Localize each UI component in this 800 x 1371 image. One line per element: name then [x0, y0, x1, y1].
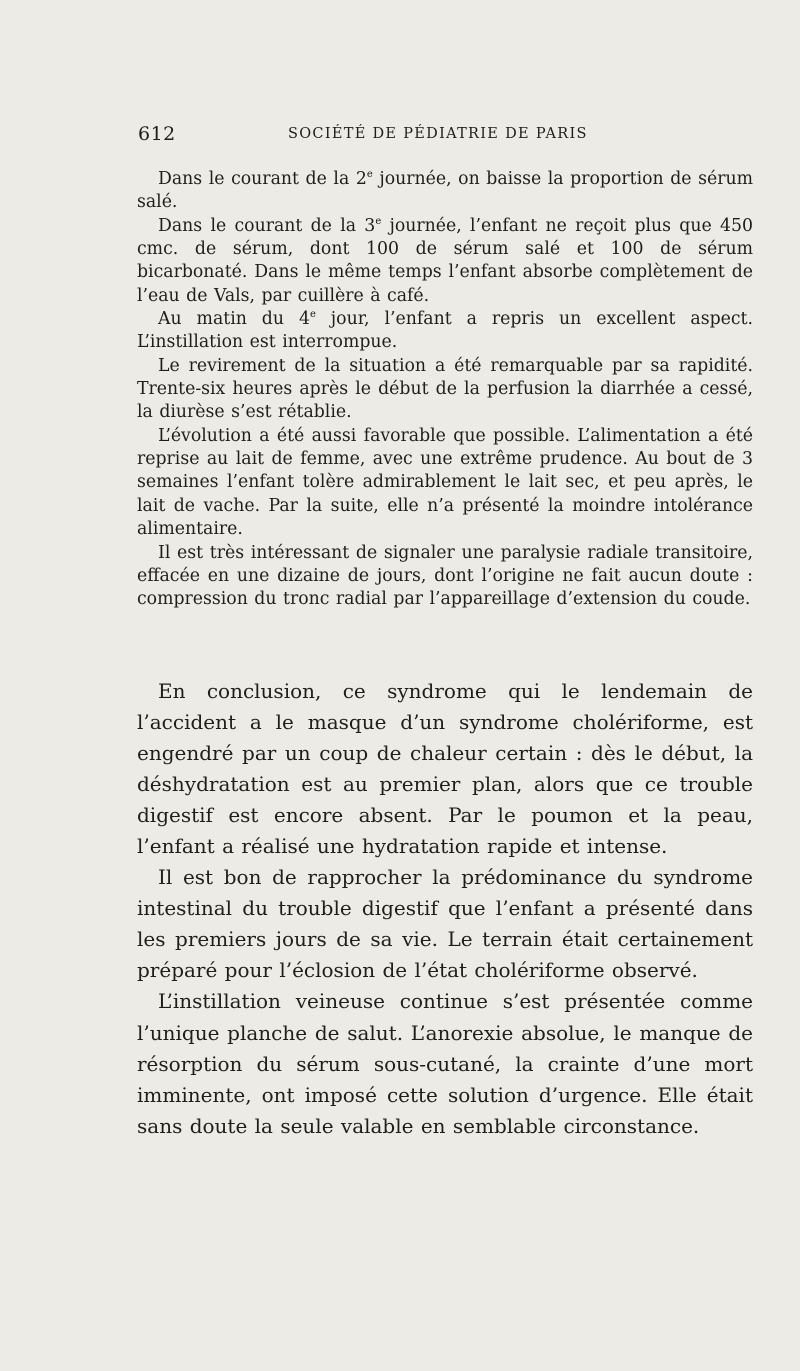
case-report-section [137, 168, 753, 612]
paragraph: Le revirement de la situation a été remarquable par sa rapidité. Trente-six heures après le début de la perfusion la diarrhée a cessé, la diurèse s’est rétablie. [137, 355, 753, 423]
paragraph: L’instillation veineuse continue s’est présentée comme l’unique planche de salut. L’anorexie absolue, le manque de résorption du sérum sous-cutané, la crainte d’une mort imminente, ont imposé cette solution d’urgence. Elle était sans doute la seule valable en semblable circonstance. [137, 989, 753, 1138]
conclusion-section [137, 676, 753, 1142]
paragraph: Il est bon de rapprocher la prédominance du syndrome intestinal du trouble digestif que l’enfant a présenté dans les premiers jours de sa vie. Le terrain était certainement préparé pour l’éclosion de l’état cholériforme observé. [137, 865, 753, 983]
running-title: SOCIÉTÉ DE PÉDIATRIE DE PARIS [288, 126, 588, 142]
paragraph: Dans le courant de la 3e journée, l’enfant ne reçoit plus que 450 cmc. de sérum, dont 100 de sérum salé et 100 de sérum bicarbonaté. Dans le même temps l’enfant absorbe complètement de l’eau de Vals, par cuillère à café. [137, 215, 753, 306]
paragraph: Dans le courant de la 2e journée, on baisse la proportion de sérum salé. [137, 169, 753, 213]
paragraph: L’évolution a été aussi favorable que possible. L’alimentation a été reprise au lait de femme, avec une extrême prudence. Au bout de 3 semaines l’enfant tolère admirablement le lait sec, et peu après, le lait de vache. Par la suite, elle n’a présenté la moindre intolérance alimentaire. [137, 425, 753, 540]
page-header [138, 123, 753, 153]
page-number: 612 [138, 123, 176, 145]
paragraph: Il est très intéressant de signaler une paralysie radiale transitoire, effacée en une dizaine de jours, dont l’origine ne fait aucun doute : compression du tronc radial par l’appareillage d’extension du coude. [137, 542, 753, 610]
paragraph: En conclusion, ce syndrome qui le lendemain de l’accident a le masque d’un syndrome cholériforme, est engendré par un coup de chaleur certain : dès le début, la déshydratation est au premier plan, alors que ce trouble digestif est encore absent. Par le poumon et la peau, l’enfant a réalisé une hydratation rapide et intense. [137, 679, 753, 859]
paragraph: Au matin du 4e jour, l’enfant a repris un excellent aspect. L’instillation est interrompue. [137, 309, 753, 353]
